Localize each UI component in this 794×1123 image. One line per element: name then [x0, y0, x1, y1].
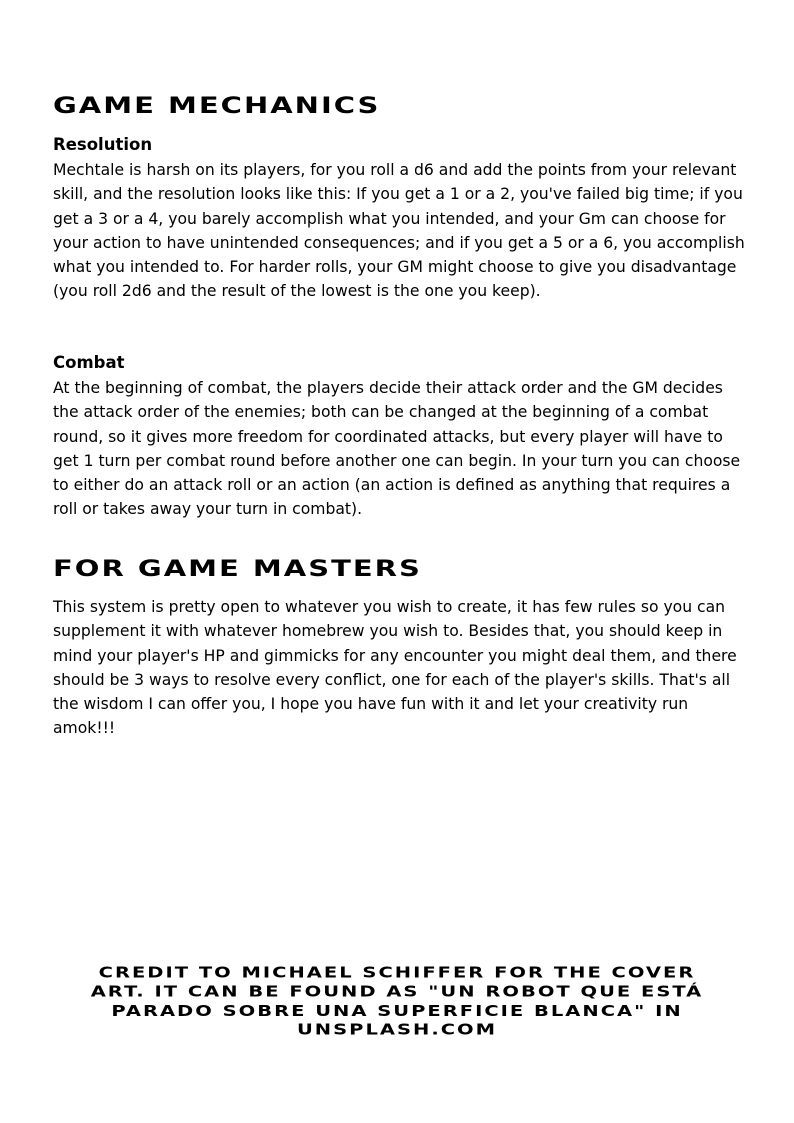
- subheading-combat: Combat: [53, 353, 125, 372]
- section-title-for-game-masters: FOR GAME MASTERS: [53, 554, 422, 582]
- paragraph-resolution: Mechtale is harsh on its players, for you roll a d6 and add the points from your relevant skill, and the resolution looks like this: If you get a 1 or a 2, you've failed big time; if you get a 3 or a 4, you barely accomplish what you intended, and your Gm can choose for your action to have unintended consequences; and if you get a 5 or a 6, you accomplish what you intended to. For harder rolls, your GM might choose to give you disadvantage (you roll 2d6 and the result of the lowest is the one you keep).: [53, 161, 745, 301]
- paragraph-combat: At the beginning of combat, the players decide their attack order and the GM decides the attack order of the enemies; both can be changed at the beginning of a combat round, so it gives more freedom for coordinated attacks, but every player will have to get 1 turn per combat round before another one can begin. In your turn you can choose to either do an attack roll or an action (an action is defined as anything that requires a roll or takes away your turn in combat).: [53, 379, 741, 519]
- cover-art-credit: CREDIT TO MICHAEL SCHIFFER FOR THE COVER ART. IT CAN BE FOUND AS "UN ROBOT QUE ESTÁ PARADO SOBRE UNA SUPERFICIE BLANCA" IN UNSPLASH.COM: [90, 963, 704, 1039]
- section-title-game-mechanics: GAME MECHANICS: [53, 91, 381, 119]
- paragraph-game-masters: This system is pretty open to whatever you wish to create, it has few rules so you can supplement it with whatever homebrew you wish to. Besides that, you should keep in mind your player's HP and gimmicks for any encounter you might deal them, and there should be 3 ways to resolve every conflict, one for each of the player's skills. That's all the wisdom I can offer you, I hope you have fun with it and let your creativity run amok!!!: [53, 598, 737, 738]
- subheading-resolution: Resolution: [53, 135, 153, 154]
